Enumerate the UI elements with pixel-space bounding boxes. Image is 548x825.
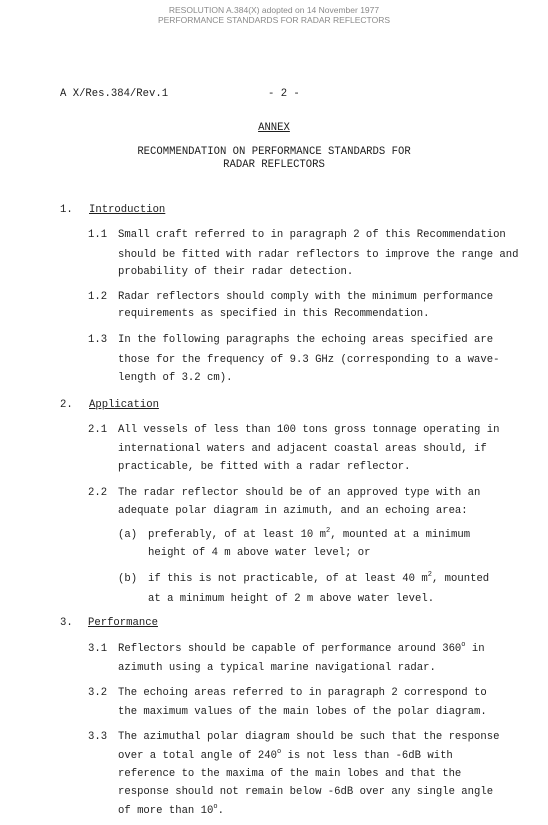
title-line1: RECOMMENDATION ON PERFORMANCE STANDARDS FOR (137, 146, 411, 158)
subpara-line: if this is not practicable, of at least 40 $m^2$, mounted (148, 571, 490, 585)
degree-superscript: o (461, 641, 466, 649)
para-line: practicable, be fitted with a radar reflector. (118, 461, 411, 473)
para-line: over a total angle of 240$^o$ is not less than -6dB with (118, 748, 453, 762)
subpara-label: (b) (118, 573, 138, 585)
para-line: reference to the maxima of the main lobes and that the (118, 768, 462, 780)
subpara-line: at a minimum height of 2 m above water level. (148, 593, 435, 605)
para-number: 3.3 (88, 731, 108, 743)
para-number: 1.2 (88, 291, 108, 303)
para-number: 2.1 (88, 424, 108, 436)
degree-superscript: o (213, 803, 218, 811)
para-number: 1.3 (88, 334, 108, 346)
document-reference: A X/Res.384/Rev.1 (60, 88, 169, 100)
section-heading: Application (89, 399, 159, 411)
para-number: 3.1 (88, 643, 108, 655)
para-line: The azimuthal polar diagram should be such that the response (118, 731, 500, 743)
para-line: adequate polar diagram in azimuth, and an echoing area: (118, 505, 468, 517)
section-number: 2. (60, 399, 73, 411)
title-line2: RADAR REFLECTORS (223, 159, 325, 171)
para-line: azimuth using a typical marine navigational radar. (118, 662, 436, 674)
para-line: Small craft referred to in paragraph 2 of this Recommendation (118, 229, 506, 241)
para-line: probability of their radar detection. (118, 266, 354, 278)
para-line: All vessels of less than 100 tons gross tonnage operating in (118, 424, 500, 436)
section-number: 1. (60, 204, 73, 216)
para-number: 2.2 (88, 487, 108, 499)
para-line: response should not remain below -6dB over any single angle (118, 786, 494, 798)
resolution-header-line2: PERFORMANCE STANDARDS FOR RADAR REFLECTORS (157, 15, 391, 25)
resolution-header-line1: RESOLUTION A.384(X) adopted on 14 November 1977 (168, 5, 380, 15)
subpara-line: preferably, of at least 10 $m^2$, mounted at a minimum (148, 527, 471, 541)
para-line: In the following paragraphs the echoing areas specified are (118, 334, 494, 346)
para-line: The radar reflector should be of an approved type with an (118, 487, 481, 499)
page-number: - 2 - (268, 88, 300, 100)
para-line: should be fitted with radar reflectors to improve the range and (118, 249, 519, 261)
annex-heading: ANNEX (258, 122, 290, 134)
section-heading: Performance (88, 617, 158, 629)
para-line: length of 3.2 cm). (118, 372, 233, 384)
para-line: Radar reflectors should comply with the minimum performance (118, 291, 494, 303)
para-line: The echoing areas referred to in paragraph 2 correspond to (118, 687, 487, 699)
para-line: international waters and adjacent coastal areas should, if (118, 443, 487, 455)
para-line: of more than 10$^o$. (118, 803, 224, 817)
section-number: 3. (60, 617, 73, 629)
subpara-label: (a) (118, 529, 138, 541)
subpara-line: height of 4 m above water level; or (148, 547, 371, 559)
para-line: requirements as specified in this Recommendation. (118, 308, 430, 320)
superscript: 2 (427, 571, 432, 579)
superscript: 2 (326, 527, 331, 535)
para-line: those for the frequency of 9.3 GHz (corresponding to a wave- (118, 354, 500, 366)
para-line: the maximum values of the main lobes of the polar diagram. (118, 706, 487, 718)
para-number: 3.2 (88, 687, 108, 699)
para-number: 1.1 (88, 229, 108, 241)
section-heading: Introduction (89, 204, 166, 216)
degree-superscript: o (276, 748, 282, 756)
para-line: Reflectors should be capable of performance around 360$^o$ in (118, 641, 485, 655)
